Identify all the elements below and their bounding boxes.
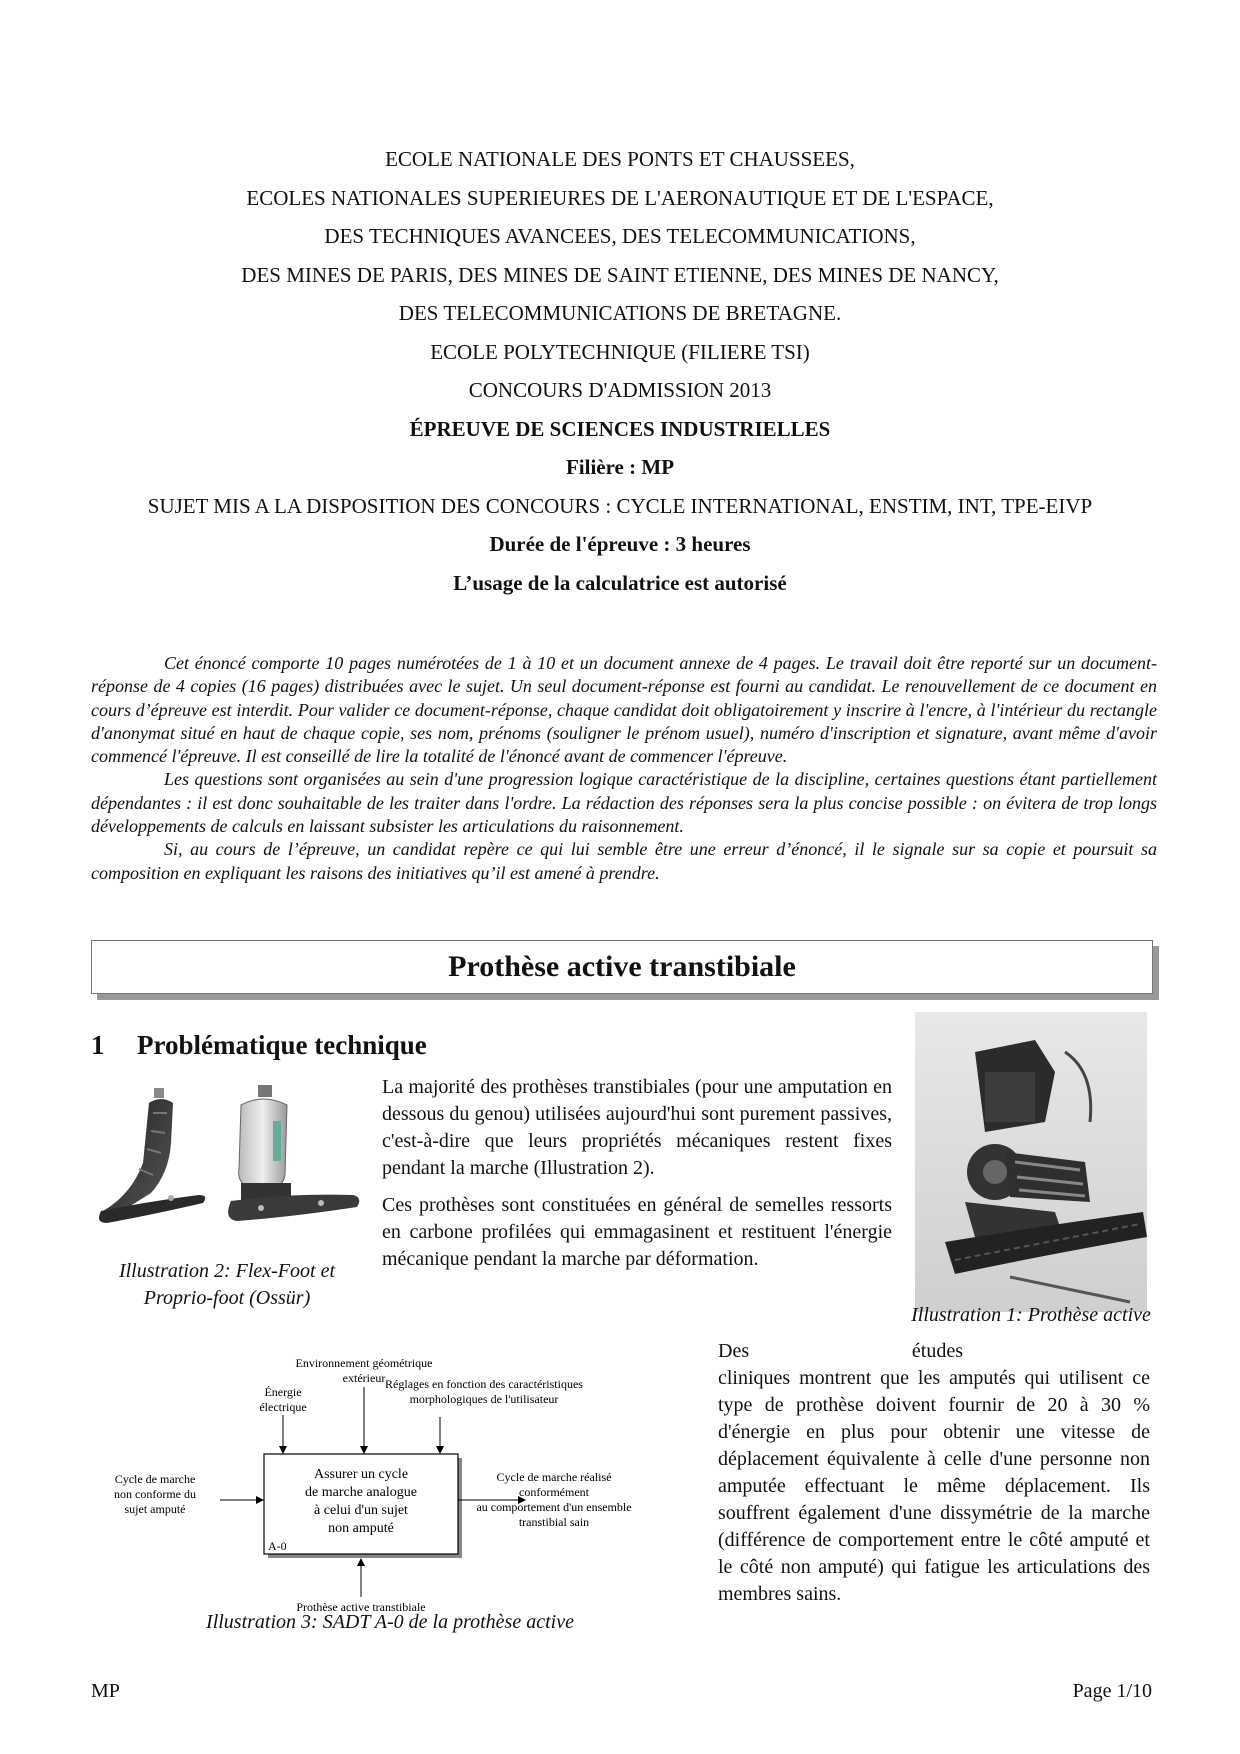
output-label: conformément <box>519 1485 589 1499</box>
output-label: transtibial sain <box>518 1515 590 1529</box>
header-line: CONCOURS D'ADMISSION 2013 <box>468 378 772 402</box>
instructions <box>91 652 1157 885</box>
instructions-paragraph: Si, au cours de l’épreuve, un candidat repère ce qui lui semble être une erreur d’énoncé, il le signale sur sa copie et poursuit sa composition en expliquant les raisons des initiatives qu’il est amené à prendre. <box>91 839 1157 883</box>
exam-header <box>0 140 1240 602</box>
sadt-a0-diagram <box>100 1345 680 1615</box>
control-label: Énergie <box>264 1385 302 1399</box>
paragraph: La majorité des prothèses transtibiales (pour une amputation en dessous du genou) utilisées aujourd'hui sont purement passives, c'est-à-dire que leurs propriétés mécaniques restent fixes pendant la marche (Illustration 2). <box>382 1076 892 1179</box>
paragraph-start <box>718 1338 963 1365</box>
duree: Durée de l'épreuve : 3 heures <box>489 532 751 556</box>
word: études <box>911 1340 963 1362</box>
control-label: morphologiques de l'utilisateur <box>409 1392 559 1406</box>
flex-foot-proprio-foot-photo <box>91 1083 363 1233</box>
calculatrice: L’usage de la calculatrice est autorisé <box>453 570 787 595</box>
word: Des <box>718 1340 750 1362</box>
footer-filiere: MP <box>91 1680 120 1702</box>
paragraph: Ces prothèses sont constituées en général de semelles ressorts en carbone profilées qui emmagasinent et restituent l'énergie mécanique pendant la marche par déformation. <box>382 1194 892 1270</box>
section-1-text <box>382 1074 892 1283</box>
instructions-paragraph: Cet énoncé comporte 10 pages numérotées de 1 à 10 et un document annexe de 4 pages. Le travail doit être reporté sur un document-réponse de 4 copies (16 pages) distribuées avec le sujet. Un seul document-réponse est fourni au candidat. Le renouvellement de ce document en cours d’épreuve est interdit. Pour valider ce document-réponse, chaque candidat doit obligatoirement y inscrire à l'encre, à l'intérieur du rectangle d'anonymat situé en haut de chaque copie, ses nom, prénoms (souligner le prénom usuel), numéro d'inscription et signature, avant même d'avoir commencé l'épreuve. Il est conseillé de lire la totalité de l'énoncé avant de commencer l'épreuve. <box>91 653 1157 767</box>
output-label: Cycle de marche réalisé <box>496 1470 612 1484</box>
page-number: Page 1/10 <box>1072 1680 1152 1702</box>
header-line: DES MINES DE PARIS, DES MINES DE SAINT ETIENNE, DES MINES DE NANCY, <box>241 262 999 287</box>
box-text: Assurer un cycle <box>313 1467 409 1482</box>
box-text: non amputé <box>328 1521 394 1536</box>
illustration-3-caption: Illustration 3: SADT A-0 de la prothèse active <box>206 1611 574 1633</box>
illustration-1-caption: Illustration 1: Prothèse active <box>911 1304 1151 1326</box>
header-line: ECOLES NATIONALES SUPERIEURES DE L'AERONAUTIQUE ET DE L'ESPACE, <box>246 185 994 210</box>
input-label: Cycle de marche <box>114 1472 196 1486</box>
section-number: 1 <box>91 1030 105 1060</box>
output-label: au comportement d'un ensemble <box>476 1500 632 1514</box>
instructions-paragraph: Les questions sont organisées au sein d'une progression logique caractéristique de la discipline, certaines questions étant partiellement dépendantes : il est donc souhaitable de les traiter dans l'ordre. La rédaction des réponses sera la plus concise possible : on évitera de trop longs développements de calculs en laissant subsister les articulations du raisonnement. <box>91 769 1157 837</box>
input-label: non conforme du <box>114 1487 196 1501</box>
sujet-line: SUJET MIS A LA DISPOSITION DES CONCOURS : CYCLE INTERNATIONAL, ENSTIM, INT, TPE-EIVP <box>147 493 1093 518</box>
subject-title-banner: Prothèse active transtibiale <box>91 940 1153 994</box>
header-line: ECOLE NATIONALE DES PONTS ET CHAUSSEES, <box>385 147 855 171</box>
mechanism-label: Prothèse active transtibiale <box>296 1600 426 1614</box>
epreuve-title: ÉPREUVE DE SCIENCES INDUSTRIELLES <box>409 416 831 441</box>
box-text: de marche analogue <box>305 1485 417 1500</box>
control-label: électrique <box>259 1400 307 1414</box>
control-label: Environnement géométrique <box>295 1356 433 1370</box>
box-text: à celui d'un sujet <box>314 1503 408 1518</box>
illustration-2-caption: Illustration 2: Flex-Foot et Proprio-foot (Ossür) <box>118 1260 336 1309</box>
control-label: extérieur <box>342 1371 386 1385</box>
filiere: Filière : MP <box>565 455 675 479</box>
section-1-text-right <box>718 1338 1150 1608</box>
paragraph: cliniques montrent que les amputés qui utilisent ce type de prothèse doivent fournir de 20 à 30 % d'énergie en plus pour obtenir une vitesse de déplacement équivalente à celle d'une personne non amputée effectuant le même déplacement. Ils souffrent également d'une dissymétrie de la marche (différence de comportement entre le côté amputé et le côté non amputé) qui fatigue les articulations des membres sains. <box>718 1367 1150 1605</box>
header-line: DES TECHNIQUES AVANCEES, DES TELECOMMUNICATIONS, <box>324 224 916 248</box>
section-title: Problématique technique <box>137 1030 427 1060</box>
active-prosthesis-photo <box>915 1012 1147 1312</box>
input-label: sujet amputé <box>124 1502 186 1516</box>
header-line: DES TELECOMMUNICATIONS DE BRETAGNE. <box>398 301 842 325</box>
box-code: A-0 <box>268 1539 287 1553</box>
section-heading <box>91 1030 427 1061</box>
header-line: ECOLE POLYTECHNIQUE (FILIERE TSI) <box>430 339 810 364</box>
control-label: Réglages en fonction des caractéristiques <box>385 1377 583 1391</box>
